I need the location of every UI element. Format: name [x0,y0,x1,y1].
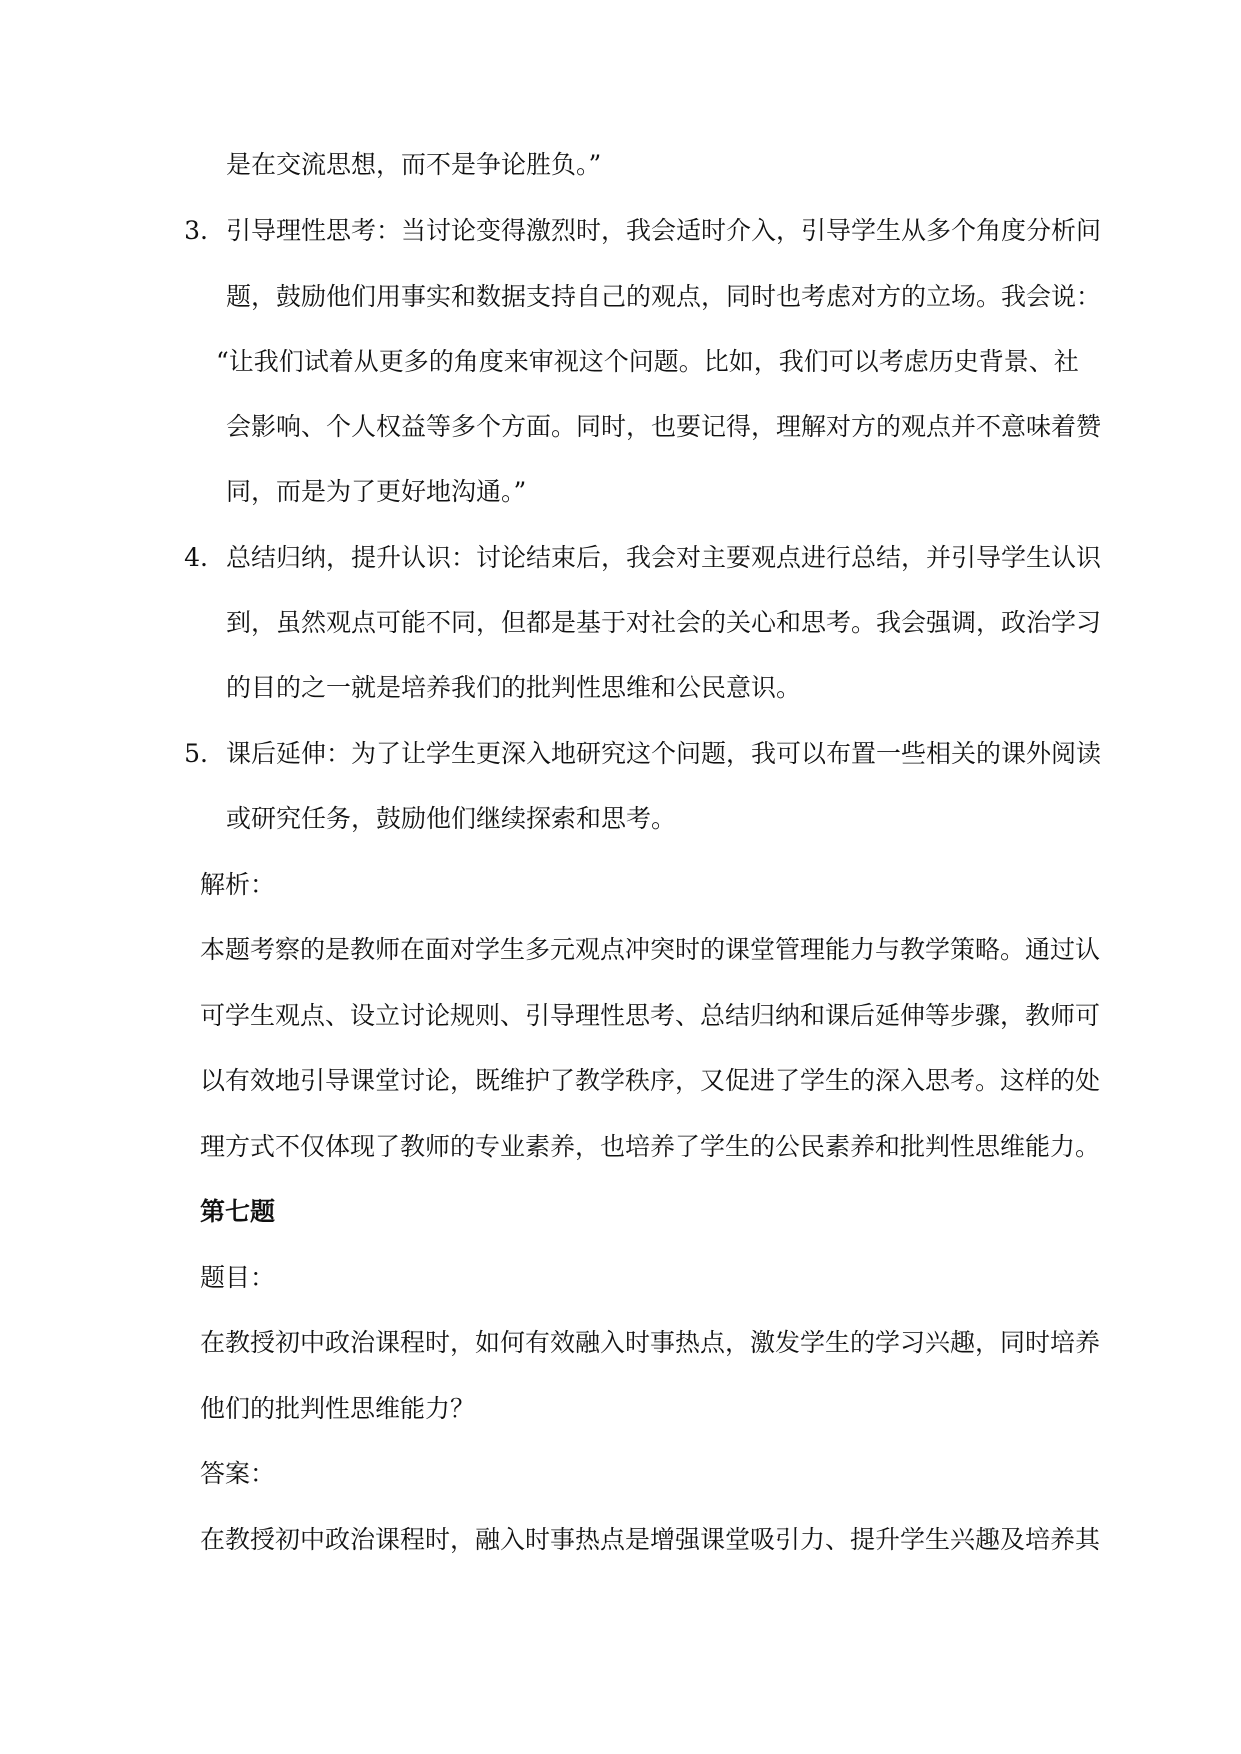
analysis-line: 可学生观点、设立讨论规则、引导理性思考、总结归纳和课后延伸等步骤，教师可 [200,1001,1101,1030]
item3-line: “让我们试着从更多的角度来审视这个问题。比如，我们可以考虑历史背景、社 [216,347,1079,376]
item2-continued-line: 是在交流思想，而不是争论胜负。” [226,150,602,179]
item3-line: 同，而是为了更好地沟通。” [226,477,527,506]
item5-line: 或研究任务，鼓励他们继续探索和思考。 [226,804,677,833]
item5-line: 课后延伸：为了让学生更深入地研究这个问题，我可以布置一些相关的课外阅读 [226,739,1102,768]
question7-question-label: 题目： [200,1263,276,1292]
question7-question-line: 他们的批判性思维能力？ [200,1394,476,1423]
analysis-line: 以有效地引导课堂讨论，既维护了教学秩序，又促进了学生的深入思考。这样的处 [200,1066,1101,1095]
item3-line: 引导理性思考：当讨论变得激烈时，我会适时介入，引导学生从多个角度分析问 [226,216,1102,245]
analysis-label: 解析： [200,870,276,899]
question7-question-line: 在教授初中政治课程时，如何有效融入时事热点，激发学生的学习兴趣，同时培养 [200,1328,1101,1357]
item3-number: 3. [184,216,208,245]
analysis-line: 本题考察的是教师在面对学生多元观点冲突时的课堂管理能力与教学策略。通过认 [200,935,1101,964]
item3-line: 题，鼓励他们用事实和数据支持自己的观点，同时也考虑对方的立场。我会说： [226,282,1102,311]
question7-heading: 第七题 [200,1197,276,1226]
item4-line: 的目的之一就是培养我们的批判性思维和公民意识。 [226,673,802,702]
item3-line: 会影响、个人权益等多个方面。同时，也要记得，理解对方的观点并不意味着赞 [226,412,1102,441]
analysis-line: 理方式不仅体现了教师的专业素养，也培养了学生的公民素养和批判性思维能力。 [200,1132,1101,1161]
question7-answer-line: 在教授初中政治课程时，融入时事热点是增强课堂吸引力、提升学生兴趣及培养其 [200,1525,1101,1554]
item5-number: 5. [184,739,208,768]
question7-answer-label: 答案： [200,1459,276,1488]
item4-line: 总结归纳，提升认识：讨论结束后，我会对主要观点进行总结，并引导学生认识 [226,543,1102,572]
item4-line: 到，虽然观点可能不同，但都是基于对社会的关心和思考。我会强调，政治学习 [226,608,1102,637]
item4-number: 4. [184,543,208,572]
